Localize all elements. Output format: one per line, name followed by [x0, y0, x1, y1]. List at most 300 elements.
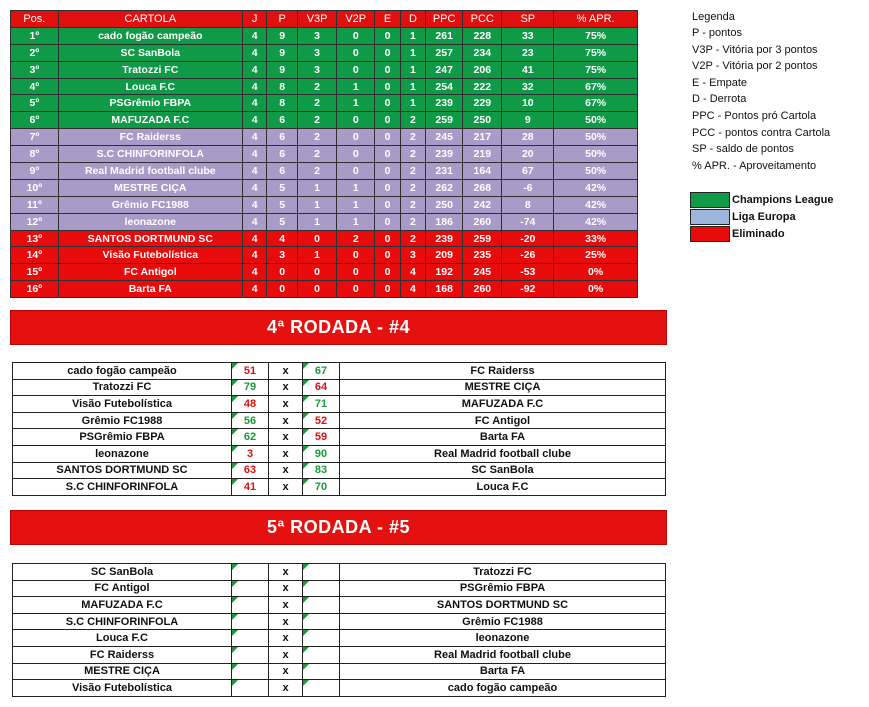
cell-p: 9: [267, 61, 298, 78]
standings-row: [11, 78, 638, 95]
legend-item: % APR. - Aproveitamento: [692, 159, 817, 172]
header-e: E: [375, 11, 400, 28]
versus: x: [269, 412, 303, 429]
away-score: 90: [303, 445, 340, 462]
cell-ppc: 262: [426, 179, 463, 196]
standings-row: [11, 213, 638, 230]
cell-team: Real Madrid football clube: [58, 163, 242, 180]
cell-ppc: 250: [426, 196, 463, 213]
away-team: MAFUZADA F.C: [340, 396, 666, 413]
cell-v2p: 0: [337, 281, 375, 298]
home-team: leonazone: [13, 445, 232, 462]
cell-p: 9: [267, 44, 298, 61]
cell-sp: 41: [502, 61, 554, 78]
home-score: [232, 646, 269, 663]
match-row: [13, 630, 666, 647]
header-j: J: [242, 11, 266, 28]
cell-p: 4: [267, 230, 298, 247]
cell-v3p: 3: [298, 61, 337, 78]
away-team: Tratozzi FC: [340, 564, 666, 581]
home-team: SC SanBola: [13, 564, 232, 581]
match-row: [13, 613, 666, 630]
versus: x: [269, 630, 303, 647]
cell-v2p: 1: [337, 179, 375, 196]
cell-ppc: 231: [426, 163, 463, 180]
legend-item: E - Empate: [692, 76, 748, 89]
standings-table: [10, 10, 638, 298]
away-score: 64: [303, 379, 340, 396]
match-row: [13, 580, 666, 597]
match-row: [13, 564, 666, 581]
cell-pcc: 228: [463, 27, 502, 44]
cell-pos: 1º: [11, 27, 59, 44]
cell-team: Grêmio FC1988: [58, 196, 242, 213]
away-score: 59: [303, 429, 340, 446]
match-row: [13, 597, 666, 614]
cell-d: 1: [400, 95, 425, 112]
round-5-banner: 5ª RODADA - #5: [10, 510, 667, 545]
cell-j: 4: [242, 112, 266, 129]
versus: x: [269, 479, 303, 496]
cell-e: 0: [375, 230, 400, 247]
cell-d: 1: [400, 61, 425, 78]
cell-sp: 8: [502, 196, 554, 213]
cell-ppc: 209: [426, 247, 463, 264]
cell-e: 0: [375, 95, 400, 112]
away-score: [303, 597, 340, 614]
away-team: Real Madrid football clube: [340, 445, 666, 462]
standings-row: [11, 44, 638, 61]
header-pos: Pos.: [11, 11, 59, 28]
cell-p: 8: [267, 78, 298, 95]
cell-ppc: 245: [426, 129, 463, 146]
legend-item: SP - saldo de pontos: [692, 143, 794, 156]
home-score: 3: [232, 445, 269, 462]
standings-row: [11, 264, 638, 281]
away-score: 70: [303, 479, 340, 496]
header-apr: % APR.: [554, 11, 638, 28]
cell-team: SC SanBola: [58, 44, 242, 61]
cell-d: 2: [400, 179, 425, 196]
cell-team: S.C CHINFORINFOLA: [58, 146, 242, 163]
cell-team: FC Raiderss: [58, 129, 242, 146]
away-team: SANTOS DORTMUND SC: [340, 597, 666, 614]
cell-pos: 7º: [11, 129, 59, 146]
legend-item: PPC - Pontos pró Cartola: [692, 109, 817, 122]
home-score: 41: [232, 479, 269, 496]
cell-v2p: 0: [337, 163, 375, 180]
header-pcc: PCC: [463, 11, 502, 28]
legend-title: Legenda: [692, 11, 735, 23]
cell-sp: 28: [502, 129, 554, 146]
versus: x: [269, 663, 303, 680]
cell-pcc: 268: [463, 179, 502, 196]
cell-j: 4: [242, 61, 266, 78]
cell-pcc: 217: [463, 129, 502, 146]
cell-ppc: 257: [426, 44, 463, 61]
cell-apr: 50%: [554, 112, 638, 129]
away-team: MESTRE CIÇA: [340, 379, 666, 396]
cell-apr: 50%: [554, 129, 638, 146]
cell-team: MESTRE CIÇA: [58, 179, 242, 196]
cell-pos: 11º: [11, 196, 59, 213]
cell-ppc: 168: [426, 281, 463, 298]
home-team: FC Raiderss: [13, 646, 232, 663]
cell-sp: -26: [502, 247, 554, 264]
cell-v3p: 2: [298, 146, 337, 163]
cell-team: FC Antigol: [58, 264, 242, 281]
standings-row: [11, 196, 638, 213]
cell-j: 4: [242, 129, 266, 146]
legend-item: P - pontos: [692, 27, 742, 39]
round-5-matches: [12, 563, 666, 697]
legend-item: V3P - Vitória por 3 pontos: [692, 43, 818, 56]
cell-p: 6: [267, 112, 298, 129]
cell-d: 1: [400, 27, 425, 44]
home-team: Visão Futebolística: [13, 680, 232, 697]
cell-apr: 75%: [554, 27, 638, 44]
cell-d: 2: [400, 112, 425, 129]
cell-ppc: 254: [426, 78, 463, 95]
away-team: PSGrêmio FBPA: [340, 580, 666, 597]
zone-label: Eliminado: [732, 227, 785, 240]
cell-p: 8: [267, 95, 298, 112]
cell-j: 4: [242, 179, 266, 196]
zone-europa: [690, 208, 833, 225]
away-score: [303, 613, 340, 630]
standings-row: [11, 146, 638, 163]
cell-pos: 13º: [11, 230, 59, 247]
zone-champions: [690, 191, 833, 208]
cell-pos: 4º: [11, 78, 59, 95]
cell-v3p: 2: [298, 95, 337, 112]
cell-v3p: 0: [298, 264, 337, 281]
cell-pos: 2º: [11, 44, 59, 61]
cell-pcc: 234: [463, 44, 502, 61]
match-row: [13, 479, 666, 496]
standings-row: [11, 95, 638, 112]
home-team: MAFUZADA F.C: [13, 597, 232, 614]
away-team: Grêmio FC1988: [340, 613, 666, 630]
match-row: [13, 445, 666, 462]
cell-pcc: 250: [463, 112, 502, 129]
cell-j: 4: [242, 213, 266, 230]
zone-swatch: [690, 192, 730, 208]
cell-j: 4: [242, 247, 266, 264]
cell-pcc: 222: [463, 78, 502, 95]
header-p: P: [267, 11, 298, 28]
cell-ppc: 192: [426, 264, 463, 281]
away-score: [303, 663, 340, 680]
header-v2p: V2P: [337, 11, 375, 28]
away-score: [303, 646, 340, 663]
versus: x: [269, 363, 303, 380]
cell-v2p: 0: [337, 44, 375, 61]
cell-v2p: 0: [337, 247, 375, 264]
zone-label: Champions League: [732, 193, 834, 206]
standings-row: [11, 61, 638, 78]
cell-ppc: 239: [426, 95, 463, 112]
cell-e: 0: [375, 78, 400, 95]
match-row: [13, 379, 666, 396]
round-4-banner: 4ª RODADA - #4: [10, 310, 667, 345]
cell-sp: 9: [502, 112, 554, 129]
cell-e: 0: [375, 247, 400, 264]
cell-ppc: 186: [426, 213, 463, 230]
cell-d: 4: [400, 281, 425, 298]
cell-ppc: 259: [426, 112, 463, 129]
cell-j: 4: [242, 281, 266, 298]
standings-row: [11, 112, 638, 129]
cell-team: SANTOS DORTMUND SC: [58, 230, 242, 247]
cell-p: 6: [267, 129, 298, 146]
cell-j: 4: [242, 95, 266, 112]
cell-apr: 0%: [554, 264, 638, 281]
cell-apr: 50%: [554, 146, 638, 163]
cell-p: 9: [267, 27, 298, 44]
cell-j: 4: [242, 163, 266, 180]
home-score: [232, 564, 269, 581]
cell-pcc: 235: [463, 247, 502, 264]
cell-d: 2: [400, 230, 425, 247]
cell-v3p: 0: [298, 281, 337, 298]
standings-row: [11, 179, 638, 196]
away-team: FC Raiderss: [340, 363, 666, 380]
match-row: [13, 429, 666, 446]
cell-pcc: 260: [463, 213, 502, 230]
cell-apr: 67%: [554, 95, 638, 112]
home-team: Grêmio FC1988: [13, 412, 232, 429]
cell-p: 5: [267, 213, 298, 230]
cell-v3p: 1: [298, 247, 337, 264]
cell-p: 0: [267, 281, 298, 298]
home-score: 79: [232, 379, 269, 396]
away-team: Barta FA: [340, 429, 666, 446]
cell-p: 6: [267, 163, 298, 180]
home-team: Louca F.C: [13, 630, 232, 647]
cell-team: cado fogão campeão: [58, 27, 242, 44]
cell-sp: -20: [502, 230, 554, 247]
cell-pos: 3º: [11, 61, 59, 78]
cell-v2p: 0: [337, 146, 375, 163]
home-score: [232, 580, 269, 597]
legend: [692, 11, 830, 174]
versus: x: [269, 396, 303, 413]
cell-apr: 50%: [554, 163, 638, 180]
cell-pcc: 245: [463, 264, 502, 281]
header-ppc: PPC: [426, 11, 463, 28]
cell-v3p: 2: [298, 163, 337, 180]
cell-v2p: 0: [337, 264, 375, 281]
match-row: [13, 363, 666, 380]
match-row: [13, 396, 666, 413]
cell-v2p: 2: [337, 230, 375, 247]
cell-d: 2: [400, 213, 425, 230]
cell-e: 0: [375, 163, 400, 180]
cell-v3p: 3: [298, 44, 337, 61]
away-team: cado fogão campeão: [340, 680, 666, 697]
cell-pos: 5º: [11, 95, 59, 112]
versus: x: [269, 564, 303, 581]
home-team: FC Antigol: [13, 580, 232, 597]
cell-p: 0: [267, 264, 298, 281]
cell-pcc: 229: [463, 95, 502, 112]
standings-row: [11, 281, 638, 298]
zone-legend: [690, 191, 833, 242]
away-score: 83: [303, 462, 340, 479]
cell-sp: -74: [502, 213, 554, 230]
cell-d: 2: [400, 163, 425, 180]
home-team: SANTOS DORTMUND SC: [13, 462, 232, 479]
cell-e: 0: [375, 146, 400, 163]
home-score: [232, 663, 269, 680]
cell-ppc: 239: [426, 146, 463, 163]
legend-item: D - Derrota: [692, 93, 747, 106]
cell-j: 4: [242, 230, 266, 247]
cell-pcc: 219: [463, 146, 502, 163]
cell-sp: 32: [502, 78, 554, 95]
match-row: [13, 680, 666, 697]
cell-j: 4: [242, 78, 266, 95]
header-team: CARTOLA: [58, 11, 242, 28]
cell-v3p: 2: [298, 112, 337, 129]
cell-e: 0: [375, 281, 400, 298]
cell-e: 0: [375, 112, 400, 129]
cell-pcc: 164: [463, 163, 502, 180]
cell-sp: -53: [502, 264, 554, 281]
versus: x: [269, 462, 303, 479]
cell-v2p: 1: [337, 213, 375, 230]
cell-p: 5: [267, 179, 298, 196]
cell-j: 4: [242, 44, 266, 61]
cell-e: 0: [375, 44, 400, 61]
standings-header-row: [11, 11, 638, 28]
cell-sp: 23: [502, 44, 554, 61]
cell-v2p: 1: [337, 78, 375, 95]
cell-apr: 42%: [554, 179, 638, 196]
cell-v2p: 0: [337, 61, 375, 78]
match-row: [13, 663, 666, 680]
cell-sp: 10: [502, 95, 554, 112]
header-v3p: V3P: [298, 11, 337, 28]
cell-pos: 6º: [11, 112, 59, 129]
home-score: 48: [232, 396, 269, 413]
home-team: PSGrêmio FBPA: [13, 429, 232, 446]
cell-pos: 15º: [11, 264, 59, 281]
zone-label: Liga Europa: [732, 210, 796, 223]
cell-e: 0: [375, 264, 400, 281]
cell-v2p: 0: [337, 112, 375, 129]
cell-apr: 67%: [554, 78, 638, 95]
away-team: Real Madrid football clube: [340, 646, 666, 663]
cell-j: 4: [242, 27, 266, 44]
standings-row: [11, 163, 638, 180]
versus: x: [269, 445, 303, 462]
cell-apr: 0%: [554, 281, 638, 298]
cell-v3p: 1: [298, 196, 337, 213]
home-score: 51: [232, 363, 269, 380]
cell-v3p: 0: [298, 230, 337, 247]
cell-sp: 67: [502, 163, 554, 180]
home-team: MESTRE CIÇA: [13, 663, 232, 680]
versus: x: [269, 580, 303, 597]
match-row: [13, 462, 666, 479]
legend-item: PCC - pontos contra Cartola: [692, 126, 831, 139]
standings-row: [11, 129, 638, 146]
cell-v2p: 1: [337, 196, 375, 213]
cell-pos: 14º: [11, 247, 59, 264]
home-team: Tratozzi FC: [13, 379, 232, 396]
cell-team: Barta FA: [58, 281, 242, 298]
cell-p: 6: [267, 146, 298, 163]
home-score: [232, 613, 269, 630]
cell-team: leonazone: [58, 213, 242, 230]
cell-e: 0: [375, 213, 400, 230]
cell-v2p: 0: [337, 27, 375, 44]
home-score: [232, 680, 269, 697]
away-team: FC Antigol: [340, 412, 666, 429]
home-score: [232, 597, 269, 614]
cell-j: 4: [242, 264, 266, 281]
cell-j: 4: [242, 196, 266, 213]
cell-pos: 12º: [11, 213, 59, 230]
away-score: [303, 580, 340, 597]
cell-d: 1: [400, 78, 425, 95]
versus: x: [269, 613, 303, 630]
cell-pos: 16º: [11, 281, 59, 298]
match-row: [13, 412, 666, 429]
cell-d: 2: [400, 129, 425, 146]
cell-pos: 8º: [11, 146, 59, 163]
versus: x: [269, 429, 303, 446]
cell-e: 0: [375, 61, 400, 78]
cell-e: 0: [375, 129, 400, 146]
zone-swatch: [690, 209, 730, 225]
away-team: SC SanBola: [340, 462, 666, 479]
match-row: [13, 646, 666, 663]
away-team: Louca F.C: [340, 479, 666, 496]
cell-ppc: 239: [426, 230, 463, 247]
cell-team: Louca F.C: [58, 78, 242, 95]
versus: x: [269, 680, 303, 697]
cell-team: PSGrêmio FBPA: [58, 95, 242, 112]
cell-j: 4: [242, 146, 266, 163]
cell-team: Visão Futebolística: [58, 247, 242, 264]
cell-v3p: 2: [298, 78, 337, 95]
zone-eliminated: [690, 225, 833, 242]
versus: x: [269, 646, 303, 663]
home-score: [232, 630, 269, 647]
cell-pcc: 260: [463, 281, 502, 298]
cell-apr: 42%: [554, 213, 638, 230]
cell-sp: -6: [502, 179, 554, 196]
cell-v2p: 0: [337, 129, 375, 146]
home-score: 62: [232, 429, 269, 446]
cell-sp: -92: [502, 281, 554, 298]
cell-ppc: 261: [426, 27, 463, 44]
away-team: Barta FA: [340, 663, 666, 680]
round-4-matches: [12, 362, 666, 496]
away-score: [303, 680, 340, 697]
cell-e: 0: [375, 27, 400, 44]
cell-d: 2: [400, 196, 425, 213]
home-team: S.C CHINFORINFOLA: [13, 479, 232, 496]
cell-pos: 10º: [11, 179, 59, 196]
cell-d: 4: [400, 264, 425, 281]
cell-d: 2: [400, 146, 425, 163]
cell-v2p: 1: [337, 95, 375, 112]
cell-v3p: 3: [298, 27, 337, 44]
